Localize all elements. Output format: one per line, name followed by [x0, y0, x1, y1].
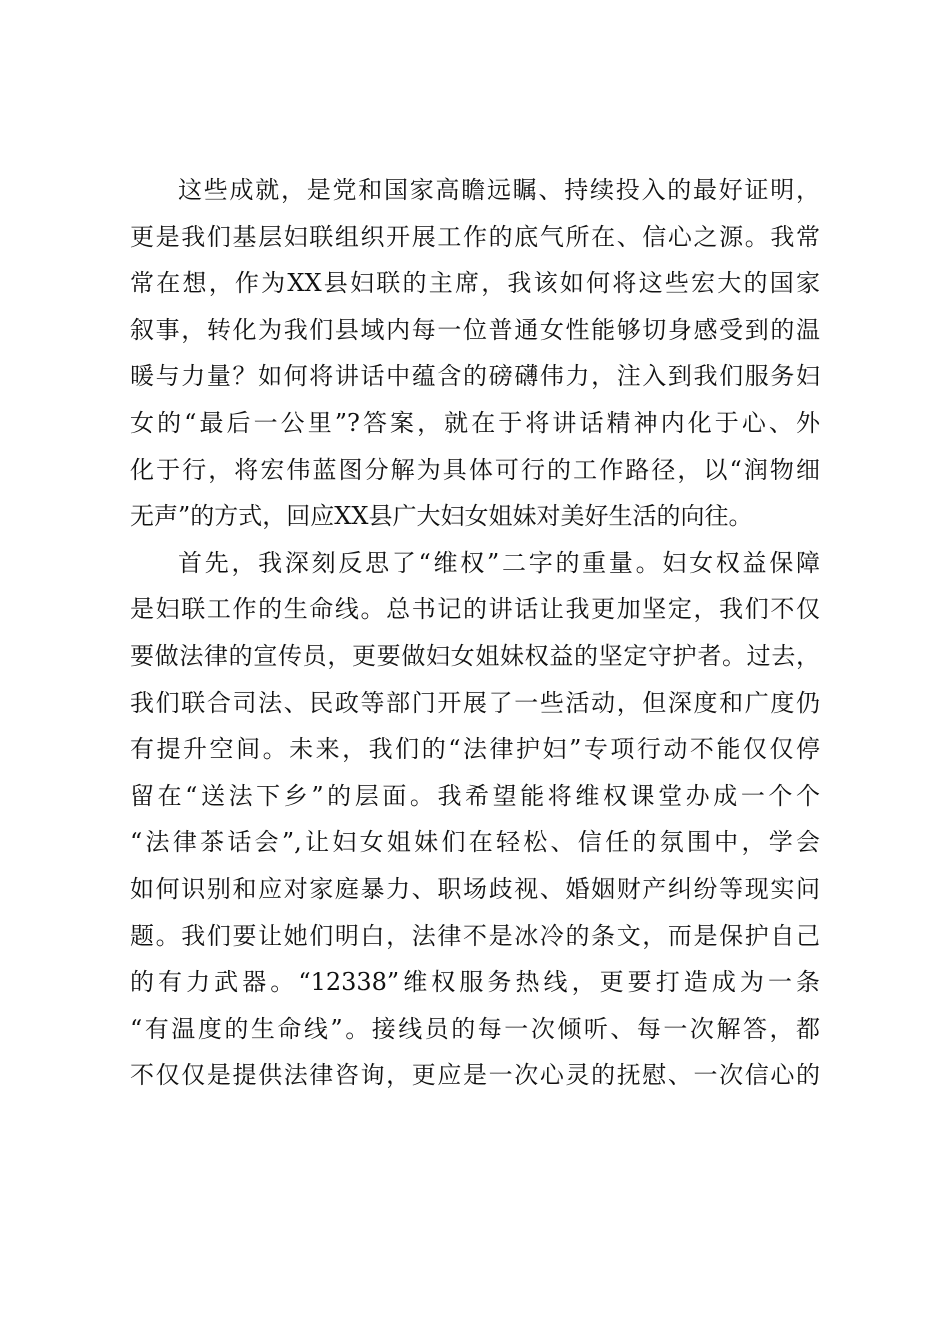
paragraph-line: 首先，我深刻反思了“维权”二字的重量。妇女权益保障 [178, 548, 820, 577]
paragraph-line: 是妇联工作的生命线。总书记的讲话让我更加坚定，我们不仅 [130, 595, 820, 624]
paragraph-line: 化于行，将宏伟蓝图分解为具体可行的工作路径，以“润物细 [130, 455, 820, 484]
paragraph-line: “法律茶话会”,让妇女姐妹们在轻松、信任的氛围中，学会 [130, 828, 820, 857]
paragraph-line: 的有力武器。“12338”维权服务热线，更要打造成为一条 [130, 968, 820, 997]
document-body [130, 167, 820, 1099]
paragraph-line: 要做法律的宣传员，更要做妇女姐妹权益的坚定守护者。过去， [130, 641, 820, 670]
paragraph-line: 常在想，作为XX县妇联的主席，我该如何将这些宏大的国家 [130, 269, 820, 298]
paragraph-line: 女的“最后一公里”?答案，就在于将讲话精神内化于心、外 [130, 408, 820, 437]
paragraph-line: 更是我们基层妇联组织开展工作的底气所在、信心之源。我常 [130, 222, 820, 251]
paragraph-line: 我们联合司法、民政等部门开展了一些活动，但深度和广度仍 [130, 688, 820, 717]
paragraph-line: 题。我们要让她们明白，法律不是冰冷的条文，而是保护自己 [130, 921, 820, 950]
paragraph-line: 留在“送法下乡”的层面。我希望能将维权课堂办成一个个 [130, 781, 820, 810]
paragraph-line: “有温度的生命线”。接线员的每一次倾听、每一次解答，都 [130, 1014, 820, 1043]
paragraph-line: 这些成就，是党和国家高瞻远瞩、持续投入的最好证明， [178, 176, 820, 204]
paragraph-line: 暖与力量？如何将讲话中蕴含的磅礴伟力，注入到我们服务妇 [130, 362, 820, 391]
paragraph-line: 叙事，转化为我们县域内每一位普通女性能够切身感受到的温 [130, 315, 820, 344]
paragraph-line: 不仅仅是提供法律咨询，更应是一次心灵的抚慰、一次信心的 [130, 1061, 820, 1090]
paragraph-2 [130, 540, 820, 1099]
paragraph-1 [130, 167, 820, 540]
paragraph-line: 如何识别和应对家庭暴力、职场歧视、婚姻财产纠纷等现实问 [130, 874, 820, 903]
paragraph-line: 有提升空间。未来，我们的“法律护妇”专项行动不能仅仅停 [130, 735, 820, 764]
paragraph-line: 无声”的方式，回应XX县广大妇女姐妹对美好生活的向往。 [130, 502, 753, 531]
